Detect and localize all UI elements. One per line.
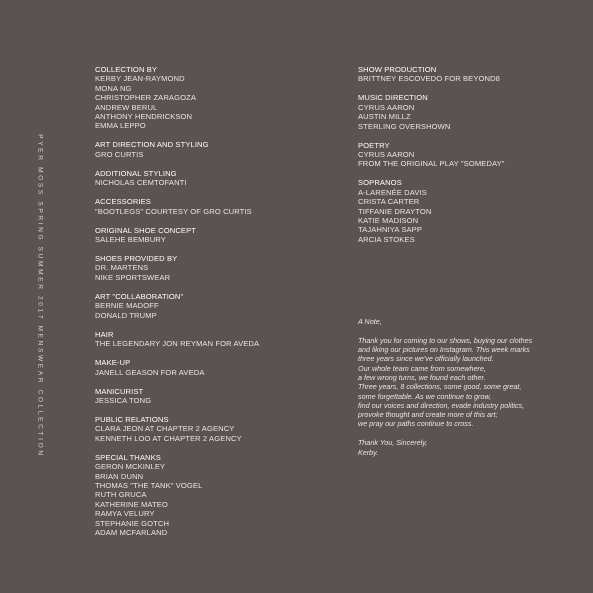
credit-name: TAJAHNIYA SAPP: [358, 225, 422, 235]
credit-name: BERNIE MADOFF: [95, 301, 159, 311]
credit-name: ADAM MCFARLAND: [95, 527, 168, 537]
credit-section: [358, 93, 573, 131]
credit-section: [95, 358, 335, 377]
section-heading: PUBLIC RELATIONS: [95, 414, 169, 424]
credit-section: [95, 387, 335, 406]
section-heading: MAKE-UP: [95, 358, 131, 368]
credit-name: RUTH GRUCA: [95, 490, 147, 500]
credit-name: RAMYA VELURY: [95, 509, 155, 519]
credit-name: BRIAN DUNN: [95, 471, 144, 481]
section-heading: ACCESSORIES: [95, 197, 151, 207]
credit-name: STEPHANIE GOTCH: [95, 518, 170, 528]
credit-name: "BOOTLEGS" COURTESY OF GRO CURTIS: [95, 206, 252, 216]
credits-right-column: [358, 65, 573, 254]
note-line: Our whole team came from somewhere,: [358, 363, 486, 373]
credit-name: EMMA LEPPO: [95, 121, 146, 131]
note-title: A Note,: [358, 317, 382, 326]
credit-name: GERON MCKINLEY: [95, 462, 166, 472]
credit-name: DONALD TRUMP: [95, 310, 157, 320]
credit-section: [95, 226, 335, 245]
designer-note: [358, 317, 578, 457]
credit-name: DR. MARTENS: [95, 263, 149, 273]
section-heading: MUSIC DIRECTION: [358, 93, 428, 103]
credit-section: [95, 65, 335, 131]
credit-name: NICHOLAS CEMTOFANTI: [95, 178, 187, 188]
credit-name: ARCIA STOKES: [358, 234, 415, 244]
section-heading: POETRY: [358, 140, 390, 150]
credit-name: STERLING OVERSHOWN: [358, 121, 451, 131]
note-line: provoke thought and create more of this art;: [358, 410, 498, 420]
note-line: three years since we've officially launched.: [358, 354, 494, 364]
note-line: we pray our paths continue to cross.: [358, 419, 474, 429]
section-heading: ART "COLLABORATION": [95, 291, 184, 301]
credit-section: [95, 292, 335, 320]
credit-name: MONA NG: [95, 83, 132, 93]
credit-section: [358, 141, 573, 169]
credit-name: FROM THE ORIGINAL PLAY "SOMEDAY": [358, 159, 505, 169]
section-heading: SHOES PROVIDED BY: [95, 254, 178, 264]
credit-section: [358, 65, 573, 84]
credit-name: A-LARENÉE DAVIS: [358, 187, 427, 197]
credit-name: JANELL GEASON FOR AVEDA: [95, 367, 205, 377]
credit-name: KATIE MADISON: [358, 216, 419, 226]
credit-name: KATHERINE MATEO: [95, 499, 168, 509]
credit-name: TIFFANIE DRAYTON: [358, 206, 432, 216]
note-line: and liking our pictures on Instagram. This week marks: [358, 345, 530, 355]
credit-name: CYRUS AARON: [358, 150, 415, 160]
section-heading: SOPRANOS: [358, 178, 402, 188]
section-heading: COLLECTION BY: [95, 65, 158, 74]
section-heading: ORIGINAL SHOE CONCEPT: [95, 225, 196, 235]
credits-left-column: [95, 65, 335, 547]
credit-name: BRITTNEY ESCOVEDO FOR BEYOND8: [358, 74, 501, 84]
note-line: find our voices and direction, evade industry politics,: [358, 400, 525, 410]
credit-name: AUSTIN MILLZ: [358, 112, 411, 122]
credit-section: [95, 330, 335, 349]
credit-section: [95, 140, 335, 159]
credit-section: [95, 197, 335, 216]
credit-name: KENNETH LOO AT CHAPTER 2 AGENCY: [95, 433, 242, 443]
note-line: Three years, 8 collections, some good, some great,: [358, 382, 522, 392]
signoff-signature: Kerby.: [358, 447, 379, 457]
credit-name: THOMAS "THE TANK" VOGEL: [95, 480, 203, 490]
note-signoff: [358, 438, 578, 457]
credit-name: KERBY JEAN-RAYMOND: [95, 74, 185, 84]
note-line: Thank you for coming to our shows, buying our clothes: [358, 335, 533, 345]
credit-name: CYRUS AARON: [358, 102, 415, 112]
credit-section: [358, 178, 573, 244]
credit-name: SALEHE BEMBURY: [95, 235, 166, 245]
credit-name: THE LEGENDARY JON REYMAN FOR AVEDA: [95, 339, 260, 349]
note-body: [358, 336, 578, 429]
note-line: a few wrong turns, we found each other.: [358, 372, 486, 382]
credit-name: CLARA JEON AT CHAPTER 2 AGENCY: [95, 424, 235, 434]
credit-name: CRISTA CARTER: [358, 197, 420, 207]
credit-section: [95, 254, 335, 282]
signoff-line: Thank You, Sincerely,: [358, 438, 428, 448]
section-heading: HAIR: [95, 329, 114, 339]
section-heading: ART DIRECTION AND STYLING: [95, 140, 209, 150]
section-heading: MANICURIST: [95, 386, 144, 396]
credit-name: ANDREW BERUL: [95, 102, 158, 112]
note-line: some forgettable. As we continue to grow,: [358, 391, 492, 401]
section-heading: SHOW PRODUCTION: [358, 65, 437, 74]
section-heading: SPECIAL THANKS: [95, 452, 161, 462]
credit-section: [95, 169, 335, 188]
credit-name: JESSICA TONG: [95, 395, 152, 405]
credit-section: [95, 453, 335, 538]
credit-name: NIKE SPORTSWEAR: [95, 272, 171, 282]
credit-name: CHRISTOPHER ZARAGOZA: [95, 93, 197, 103]
collection-vertical-title: PYER MOSS SPRING SUMMER 2017 MENSWEAR COLLECTION: [36, 134, 44, 458]
credit-name: GRO CURTIS: [95, 149, 144, 159]
section-heading: ADDITIONAL STYLING: [95, 168, 177, 178]
credit-section: [95, 415, 335, 443]
credit-name: ANTHONY HENDRICKSON: [95, 112, 193, 122]
